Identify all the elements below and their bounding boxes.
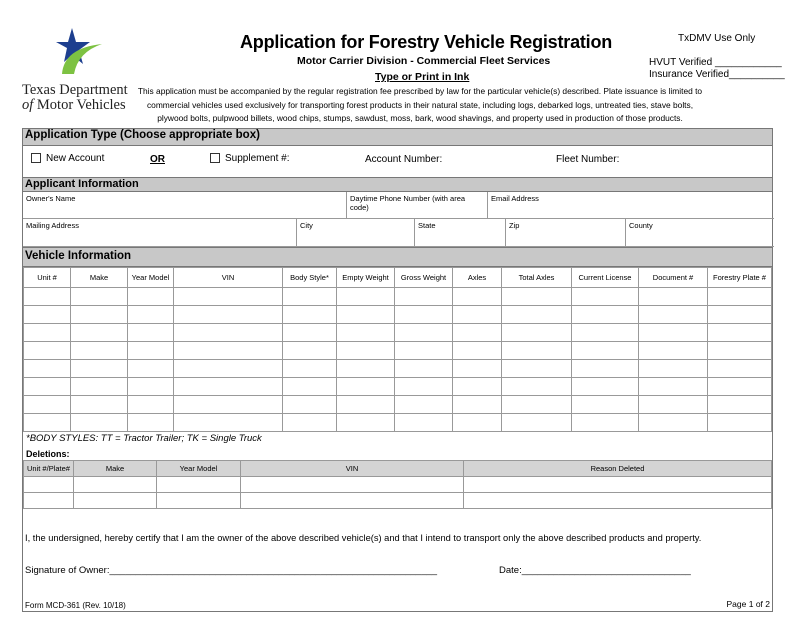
table-cell[interactable] [453, 342, 502, 360]
zip-field[interactable]: Zip [506, 219, 626, 247]
table-cell[interactable] [502, 306, 572, 324]
table-cell[interactable] [283, 342, 337, 360]
agency-name-line2: Motor Vehicles [36, 97, 126, 113]
column-header: Year Model [157, 461, 241, 477]
column-header: Unit #/Plate# [24, 461, 74, 477]
table-cell[interactable] [241, 477, 464, 493]
table-cell[interactable] [639, 378, 708, 396]
intro-text [120, 85, 720, 126]
table-cell[interactable] [502, 342, 572, 360]
table-cell[interactable] [174, 414, 283, 432]
table-cell[interactable] [708, 396, 772, 414]
table-cell[interactable] [128, 414, 174, 432]
table-cell[interactable] [453, 360, 502, 378]
table-cell[interactable] [74, 493, 157, 509]
table-cell[interactable] [708, 378, 772, 396]
deletions-table [23, 460, 772, 509]
owner-name-field[interactable]: Owner's Name [23, 192, 347, 219]
table-row [24, 396, 772, 414]
column-header: VIN [174, 268, 283, 288]
table-cell[interactable] [174, 288, 283, 306]
table-cell[interactable] [128, 288, 174, 306]
section-application-type: Application Type (Choose appropriate box) [23, 128, 772, 146]
table-cell[interactable] [174, 324, 283, 342]
table-cell[interactable] [71, 360, 128, 378]
column-header: Empty Weight [337, 268, 395, 288]
table-cell[interactable] [572, 378, 639, 396]
table-cell[interactable] [174, 360, 283, 378]
column-header: Make [71, 268, 128, 288]
table-cell[interactable] [572, 396, 639, 414]
table-row [24, 378, 772, 396]
column-header: Forestry Plate # [708, 268, 772, 288]
column-header: Make [74, 461, 157, 477]
table-cell[interactable] [128, 342, 174, 360]
table-cell[interactable] [572, 342, 639, 360]
fleet-number-field[interactable]: Fleet Number: [556, 154, 620, 165]
agency-name-of: of [22, 97, 34, 113]
supplement-label: Supplement #: [225, 153, 290, 164]
table-cell[interactable] [453, 396, 502, 414]
table-cell[interactable] [708, 342, 772, 360]
table-cell[interactable] [502, 396, 572, 414]
table-cell[interactable] [464, 493, 772, 509]
table-cell[interactable] [337, 414, 395, 432]
supplement-checkbox[interactable] [210, 153, 220, 163]
table-cell[interactable] [502, 288, 572, 306]
table-cell[interactable] [174, 342, 283, 360]
table-cell[interactable] [395, 396, 453, 414]
table-cell[interactable] [337, 378, 395, 396]
office-use-title: TxDMV Use Only [678, 33, 756, 44]
table-cell[interactable] [502, 324, 572, 342]
table-cell[interactable] [174, 378, 283, 396]
table-cell[interactable] [337, 324, 395, 342]
table-cell[interactable] [502, 360, 572, 378]
table-cell[interactable] [71, 324, 128, 342]
page-number: Page 1 of 2 [726, 599, 770, 609]
hvut-verified: HVUT Verified ____________ [649, 57, 782, 68]
table-cell[interactable] [708, 306, 772, 324]
table-cell[interactable] [337, 306, 395, 324]
table-cell[interactable] [128, 360, 174, 378]
table-cell[interactable] [24, 324, 71, 342]
owner-signature-field[interactable]: Signature of Owner:______________________________________________________________ [25, 565, 438, 576]
column-header: Body Style* [283, 268, 337, 288]
table-cell[interactable] [572, 324, 639, 342]
state-field[interactable]: State [415, 219, 506, 247]
table-cell[interactable] [572, 306, 639, 324]
table-cell[interactable] [337, 342, 395, 360]
table-cell[interactable] [708, 360, 772, 378]
table-cell[interactable] [453, 324, 502, 342]
table-row [24, 493, 772, 509]
date-field[interactable]: Date:________________________________ [499, 565, 691, 576]
table-cell[interactable] [241, 493, 464, 509]
section-applicant: Applicant Information [23, 177, 772, 192]
page-title: Application for Forestry Vehicle Registration [240, 32, 613, 52]
column-header: Total Axles [502, 268, 572, 288]
column-header: Reason Deleted [464, 461, 772, 477]
table-cell[interactable] [337, 396, 395, 414]
table-cell[interactable] [71, 306, 128, 324]
application-form [22, 128, 773, 612]
table-cell[interactable] [395, 342, 453, 360]
table-cell[interactable] [639, 306, 708, 324]
table-cell[interactable] [24, 396, 71, 414]
table-cell[interactable] [71, 396, 128, 414]
table-cell[interactable] [128, 306, 174, 324]
table-cell[interactable] [71, 414, 128, 432]
intro-line: commercial vehicles used exclusively for transporting forest products in their natural state, including logs, debarked logs, untreated ties, stave bolts, [146, 99, 694, 110]
agency-name-line1: Texas Department [22, 82, 128, 98]
table-cell[interactable] [395, 378, 453, 396]
table-cell[interactable] [24, 342, 71, 360]
table-cell[interactable] [572, 360, 639, 378]
mailing-address-field[interactable]: Mailing Address [23, 219, 297, 247]
table-cell[interactable] [74, 477, 157, 493]
table-cell[interactable] [283, 360, 337, 378]
table-row [24, 360, 772, 378]
table-cell[interactable] [174, 306, 283, 324]
table-cell[interactable] [24, 493, 74, 509]
table-cell[interactable] [502, 414, 572, 432]
table-cell[interactable] [283, 306, 337, 324]
table-row [24, 324, 772, 342]
table-cell[interactable] [283, 414, 337, 432]
table-cell[interactable] [24, 288, 71, 306]
table-cell[interactable] [639, 324, 708, 342]
county-field[interactable]: County [626, 219, 774, 247]
table-cell[interactable] [453, 306, 502, 324]
column-header: Unit # [24, 268, 71, 288]
phone-field[interactable]: Daytime Phone Number (with area code) [347, 192, 488, 219]
email-field[interactable]: Email Address [488, 192, 774, 219]
table-cell[interactable] [71, 288, 128, 306]
table-cell[interactable] [453, 378, 502, 396]
or-label: OR [150, 154, 165, 165]
table-cell[interactable] [464, 477, 772, 493]
intro-line: This application must be accompanied by the regular registration fee prescribed by law for the particular vehicle(s) described. Plate issuance is limited to [137, 86, 703, 96]
table-cell[interactable] [639, 288, 708, 306]
table-cell[interactable] [395, 414, 453, 432]
column-header: Document # [639, 268, 708, 288]
new-account-label: New Account [46, 153, 105, 164]
table-cell[interactable] [157, 477, 241, 493]
section-vehicle: Vehicle Information [23, 247, 772, 267]
supplement-option[interactable] [210, 153, 290, 164]
insurance-verified: Insurance Verified__________ [649, 69, 785, 80]
table-cell[interactable] [174, 396, 283, 414]
table-cell[interactable] [453, 414, 502, 432]
txdmv-logo [22, 26, 132, 113]
table-row [24, 414, 772, 432]
new-account-option[interactable] [31, 153, 104, 164]
body-styles-note: *BODY STYLES: TT = Tractor Trailer; TK = Single Truck [26, 433, 262, 444]
column-header: Gross Weight [395, 268, 453, 288]
table-cell[interactable] [395, 360, 453, 378]
table-row [24, 306, 772, 324]
table-cell[interactable] [283, 378, 337, 396]
table-cell[interactable] [453, 288, 502, 306]
table-cell[interactable] [639, 342, 708, 360]
table-cell[interactable] [24, 378, 71, 396]
table-cell[interactable] [24, 360, 71, 378]
table-cell[interactable] [128, 378, 174, 396]
table-cell[interactable] [395, 288, 453, 306]
certification-text: I, the undersigned, hereby certify that I am the owner of the above described vehicle(s) and that I intend to transport only the above described products and property. [25, 533, 702, 543]
table-cell[interactable] [395, 324, 453, 342]
table-cell[interactable] [639, 396, 708, 414]
column-header: Axles [453, 268, 502, 288]
table-row [24, 477, 772, 493]
table-cell[interactable] [708, 324, 772, 342]
city-field[interactable]: City [297, 219, 415, 247]
table-cell[interactable] [639, 360, 708, 378]
table-cell[interactable] [708, 288, 772, 306]
column-header: VIN [241, 461, 464, 477]
table-cell[interactable] [395, 306, 453, 324]
table-cell[interactable] [283, 288, 337, 306]
star-logo-icon [22, 26, 132, 78]
table-cell[interactable] [128, 324, 174, 342]
table-row [24, 288, 772, 306]
table-row [24, 342, 772, 360]
table-cell[interactable] [71, 378, 128, 396]
table-cell[interactable] [639, 414, 708, 432]
table-cell[interactable] [24, 414, 71, 432]
table-cell[interactable] [337, 288, 395, 306]
table-cell[interactable] [24, 306, 71, 324]
new-account-checkbox[interactable] [31, 153, 41, 163]
subtitle: Motor Carrier Division - Commercial Fleet Services [297, 55, 551, 67]
vehicle-table [23, 267, 772, 432]
table-cell[interactable] [572, 414, 639, 432]
table-cell[interactable] [337, 360, 395, 378]
table-cell[interactable] [24, 477, 74, 493]
table-cell[interactable] [572, 288, 639, 306]
form-number: Form MCD-361 (Rev. 10/18) [25, 601, 126, 610]
account-number-field[interactable]: Account Number: [365, 154, 443, 165]
column-header: Current License [572, 268, 639, 288]
table-cell[interactable] [128, 396, 174, 414]
column-header: Year Model [128, 268, 174, 288]
intro-line: plywood bolts, pulpwood billets, wood chips, stumps, sawdust, moss, bark, wood shavings, and property used in production of those products. [157, 113, 683, 123]
table-cell[interactable] [157, 493, 241, 509]
deletions-heading: Deletions: [26, 449, 70, 459]
table-cell[interactable] [708, 414, 772, 432]
instruction: Type or Print in Ink [375, 71, 470, 83]
table-cell[interactable] [283, 396, 337, 414]
table-cell[interactable] [502, 378, 572, 396]
table-cell[interactable] [71, 342, 128, 360]
table-cell[interactable] [283, 324, 337, 342]
